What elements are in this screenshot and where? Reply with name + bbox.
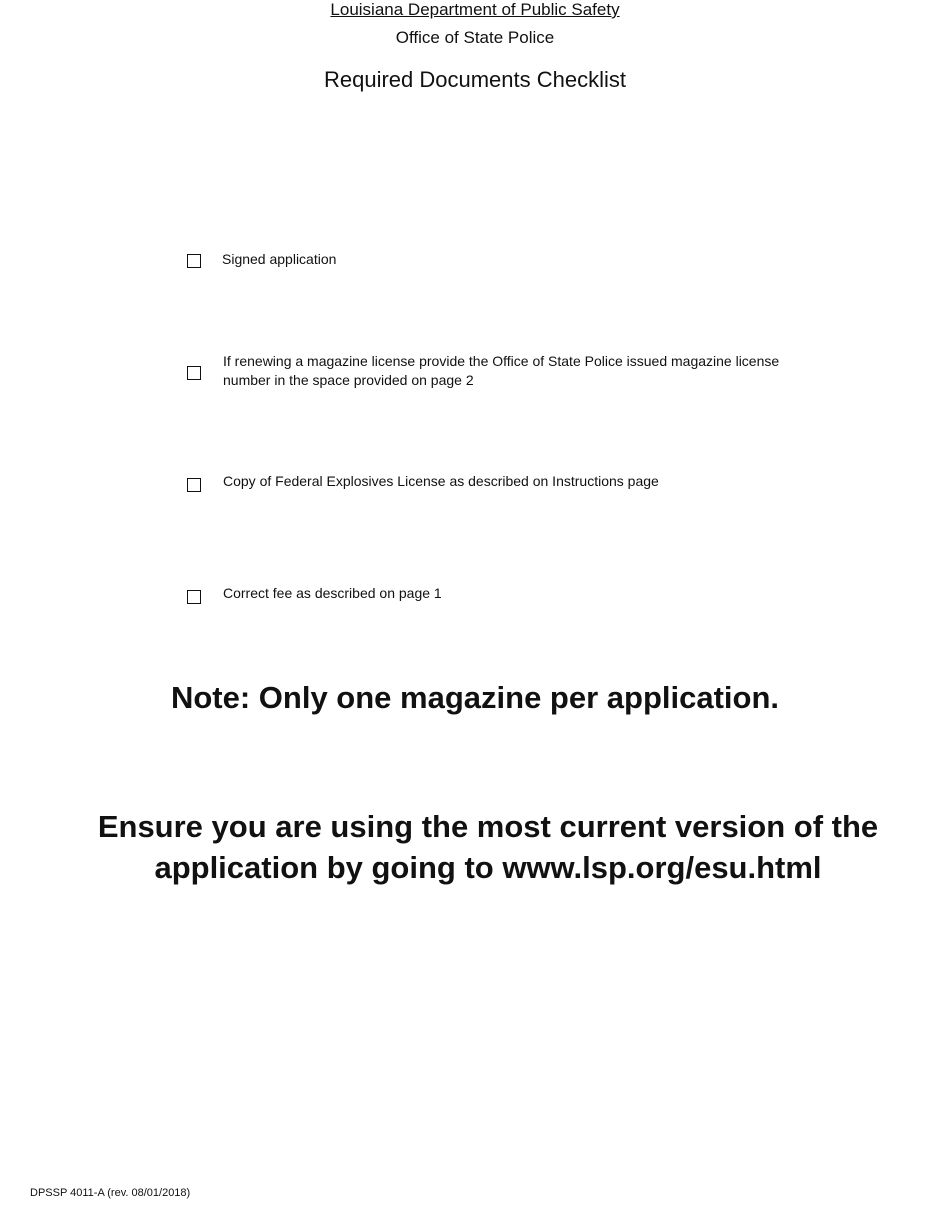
checklist-item-label: Signed application — [222, 251, 337, 267]
checkbox[interactable] — [187, 478, 201, 492]
form-id: DPSSP 4011-A (rev. 08/01/2018) — [30, 1187, 191, 1199]
page-title: Required Documents Checklist — [323, 67, 627, 92]
checkbox[interactable] — [187, 590, 201, 604]
checkbox[interactable] — [187, 366, 201, 380]
checklist-item-label: Copy of Federal Explosives License as described on Instructions page — [223, 473, 659, 489]
checklist-item-label: Correct fee as described on page 1 — [223, 585, 442, 601]
department-heading: Louisiana Department of Public Safety — [330, 0, 620, 19]
checkbox[interactable] — [187, 254, 201, 268]
checklist-item-label: If renewing a magazine license provide the Office of State Police issued magazine license number in the space provided on page 2 — [223, 353, 780, 388]
note-text: Note: Only one magazine per application. — [170, 680, 780, 715]
current-version-notice: Ensure you are using the most current version of the application by going to www.lsp.org/esu.html — [97, 809, 879, 885]
office-heading: Office of State Police — [395, 28, 555, 47]
